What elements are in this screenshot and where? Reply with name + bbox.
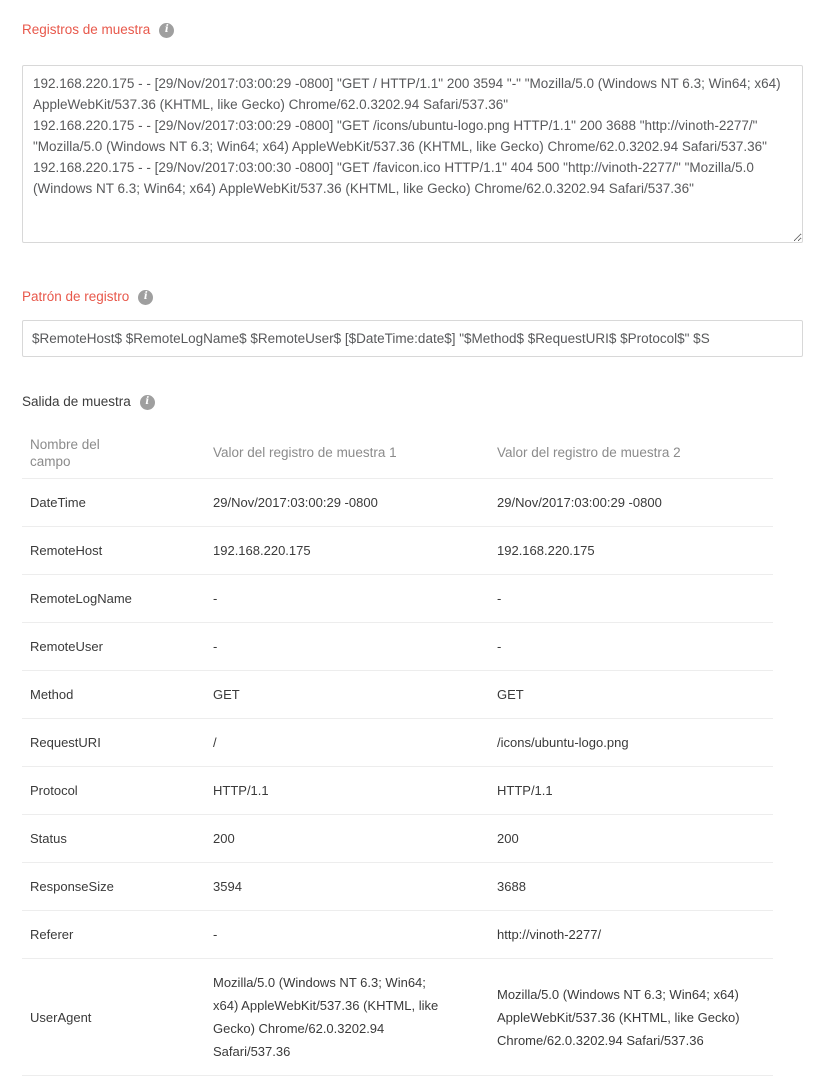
- table-row: [22, 959, 773, 1076]
- sample-output-label: Salida de muestra: [22, 394, 131, 409]
- sample1-value-cell: HTTP/1.1: [213, 783, 269, 798]
- column-header-sample-1: Valor del registro de muestra 1: [213, 445, 397, 460]
- log-pattern-label: Patrón de registro: [22, 289, 130, 304]
- field-name-cell: RequestURI: [30, 735, 101, 750]
- sample2-value-cell: Mozilla/5.0 (Windows NT 6.3; Win64; x64) AppleWebKit/537.36 (KHTML, like Gecko) Chrome/62.0.3202.94 Safari/537.36: [497, 986, 740, 1048]
- sample1-value-cell: -: [213, 591, 218, 606]
- table-row: [22, 575, 773, 623]
- sample-logs-label: Registros de muestra: [22, 22, 151, 37]
- sample2-value-cell: GET: [497, 687, 524, 702]
- sample2-value-cell: 3688: [497, 879, 526, 894]
- table-row: [22, 863, 773, 911]
- table-row: [22, 911, 773, 959]
- sample-logs-label-row: [22, 21, 803, 39]
- sample1-value-cell: 29/Nov/2017:03:00:29 -0800: [213, 495, 378, 510]
- table-row: [22, 527, 773, 575]
- table-row: [22, 815, 773, 863]
- sample-output-label-row: [22, 393, 803, 411]
- sample2-value-cell: HTTP/1.1: [497, 783, 553, 798]
- field-name-cell: Protocol: [30, 783, 78, 798]
- sample1-value-cell: 192.168.220.175: [213, 543, 311, 558]
- table-row: [22, 767, 773, 815]
- table-row: [22, 479, 773, 527]
- table-header-row: [22, 427, 773, 479]
- table-row: [22, 719, 773, 767]
- sample1-value-cell: -: [213, 639, 218, 654]
- table-row: [22, 623, 773, 671]
- log-pattern-label-row: [22, 288, 803, 306]
- sample-logs-textarea[interactable]: [22, 65, 803, 243]
- field-name-cell: ResponseSize: [30, 879, 114, 894]
- field-name-cell: UserAgent: [30, 1009, 92, 1025]
- sample-output-table: [22, 427, 773, 1076]
- info-icon[interactable]: i: [138, 290, 153, 305]
- sample2-value-cell: http://vinoth-2277/: [497, 927, 602, 942]
- info-icon[interactable]: i: [140, 395, 155, 410]
- sample1-value-cell: /: [213, 735, 217, 750]
- field-name-cell: RemoteHost: [30, 543, 103, 558]
- sample-output-table-body: [22, 479, 773, 1076]
- sample2-value-cell: 192.168.220.175: [497, 543, 595, 558]
- field-name-cell: RemoteLogName: [30, 591, 132, 606]
- field-name-cell: Method: [30, 687, 74, 702]
- sample2-value-cell: 29/Nov/2017:03:00:29 -0800: [497, 495, 662, 510]
- field-name-cell: Status: [30, 831, 67, 846]
- sample1-value-cell: GET: [213, 687, 240, 702]
- field-name-cell: Referer: [30, 927, 74, 942]
- column-header-sample-2: Valor del registro de muestra 2: [497, 445, 681, 460]
- sample2-value-cell: 200: [497, 831, 519, 846]
- sample1-value-cell: 3594: [213, 879, 242, 894]
- sample1-value-cell: 200: [213, 831, 235, 846]
- field-name-cell: RemoteUser: [30, 639, 103, 654]
- column-header-field-name: Nombre del campo: [30, 436, 100, 469]
- sample1-value-cell: -: [213, 927, 218, 942]
- sample1-value-cell: Mozilla/5.0 (Windows NT 6.3; Win64; x64) AppleWebKit/537.36 (KHTML, like Gecko) Chrome/62.0.3202.94 Safari/537.36: [213, 975, 439, 1059]
- sample2-value-cell: -: [497, 639, 502, 654]
- sample2-value-cell: /icons/ubuntu-logo.png: [497, 735, 629, 750]
- log-pattern-input[interactable]: [22, 320, 803, 357]
- info-icon[interactable]: i: [159, 23, 174, 38]
- sample2-value-cell: -: [497, 591, 502, 606]
- table-row: [22, 671, 773, 719]
- field-name-cell: DateTime: [30, 495, 86, 510]
